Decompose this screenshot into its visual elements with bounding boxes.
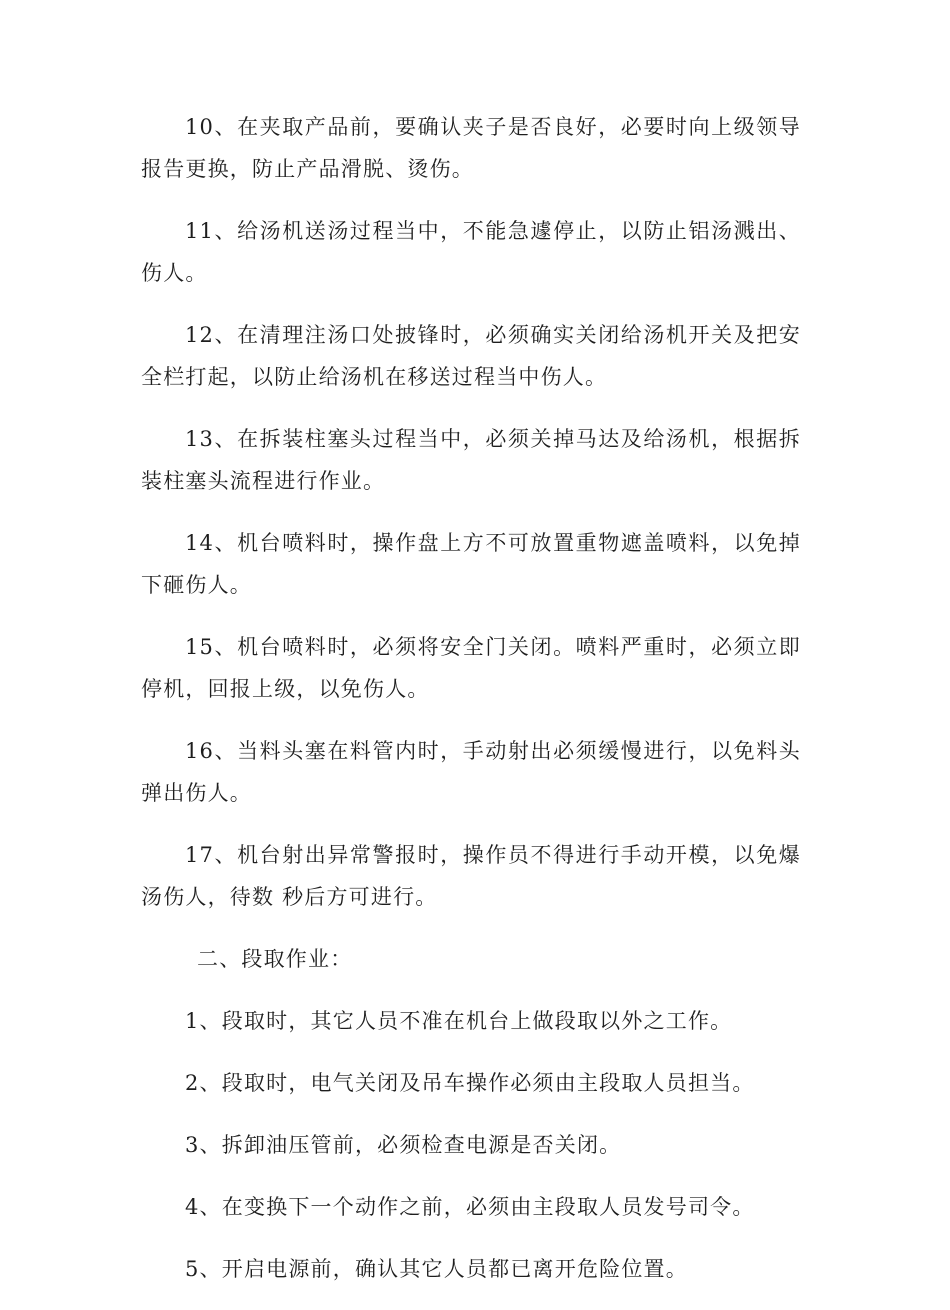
- paragraph-item-11: 11、给汤机送汤过程当中，不能急遽停止，以防止铝汤溅出、伤人。: [141, 219, 801, 285]
- setup-item-5: 5、开启电源前，确认其它人员都已离开危险位置。: [185, 1257, 688, 1281]
- paragraph-item-14: 14、机台喷料时，操作盘上方不可放置重物遮盖喷料，以免掉下砸伤人。: [141, 531, 801, 597]
- document-body: [141, 106, 801, 1310]
- paragraph-item-15: 15、机台喷料时，必须将安全门关闭。喷料严重时，必须立即停机，回报上级，以免伤人。: [141, 635, 801, 701]
- section-heading: 二、段取作业：: [197, 947, 353, 971]
- paragraph-item-13: 13、在拆装柱塞头过程当中，必须关掉马达及给汤机，根据拆装柱塞头流程进行作业。: [141, 427, 801, 493]
- paragraph-item-10: 10、在夹取产品前，要确认夹子是否良好，必要时向上级领导报告更换，防止产品滑脱、烫伤。: [141, 115, 801, 181]
- setup-item-4: 4、在变换下一个动作之前，必须由主段取人员发号司令。: [185, 1195, 755, 1219]
- paragraph-item-16: 16、当料头塞在料管内时，手动射出必须缓慢进行，以免料头弹出伤人。: [141, 739, 801, 805]
- setup-item-2: 2、段取时，电气关闭及吊车操作必须由主段取人员担当。: [185, 1071, 755, 1095]
- setup-item-3: 3、拆卸油压管前，必须检查电源是否关闭。: [185, 1133, 622, 1157]
- paragraph-item-12: 12、在清理注汤口处披锋时，必须确实关闭给汤机开关及把安全栏打起，以防止给汤机在移送过程当中伤人。: [141, 323, 801, 389]
- paragraph-item-17: 17、机台射出异常警报时，操作员不得进行手动开模，以免爆汤伤人，待数 秒后方可进行。: [141, 843, 801, 909]
- setup-item-1: 1、段取时，其它人员不准在机台上做段取以外之工作。: [185, 1009, 733, 1033]
